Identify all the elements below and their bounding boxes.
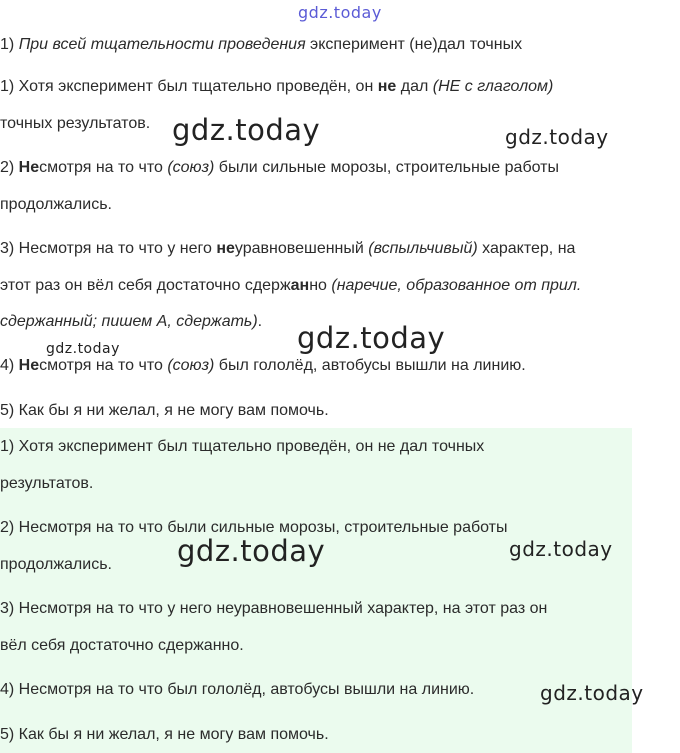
final-line-2: результатов. [0,475,94,492]
final-line-1: 1) Хотя эксперимент был тщательно проведён, он не дал точных [0,438,485,455]
answer-3-line-3: сдержанный; пишем А, сдержать). [0,313,263,330]
answer-3-line-2: этот раз он вёл себя достаточно сдержанно (наречие, образованное от прил. [0,277,582,294]
answer-1-line-1: 1) Хотя эксперимент был тщательно проведён, он не дал (НЕ с глаголом) [0,78,554,95]
task-sentence: 1) При всей тщательности проведения эксперимент (не)дал точных [0,36,523,53]
watermark: gdz.today [505,125,609,149]
answer-1-line-2: точных результатов. [0,115,151,132]
task-italic-part: При всей тщательности проведения [18,36,306,53]
final-line-5: 3) Несмотря на то что у него неуравновешенный характер, на этот раз он [0,600,548,617]
watermark: gdz.today [297,321,446,355]
final-answer-box [0,428,632,753]
final-line-4: продолжались. [0,556,112,573]
answer-5-line-1: 5) Как бы я ни желал, я не могу вам помочь. [0,402,329,419]
watermark: gdz.today [46,341,120,357]
final-line-8: 5) Как бы я ни желал, я не могу вам помочь. [0,726,329,743]
answer-3-line-1: 3) Несмотря на то что у него неуравновешенный (вспыльчивый) характер, на [0,240,576,257]
watermark: gdz.today [172,113,321,147]
answer-2-line-1: 2) Несмотря на то что (союз) были сильные морозы, строительные работы [0,159,559,176]
watermark: gdz.today [540,681,644,705]
watermark: gdz.today [509,537,613,561]
watermark: gdz.today [177,534,326,568]
final-line-3: 2) Несмотря на то что были сильные морозы, строительные работы [0,519,508,536]
answer-4-line-1: 4) Несмотря на то что (союз) был гололёд, автобусы вышли на линию. [0,357,526,374]
final-line-6: вёл себя достаточно сдержанно. [0,637,244,654]
watermark-top: gdz.today [298,3,382,22]
final-line-7: 4) Несмотря на то что был гололёд, автобусы вышли на линию. [0,681,475,698]
answer-2-line-2: продолжались. [0,196,112,213]
